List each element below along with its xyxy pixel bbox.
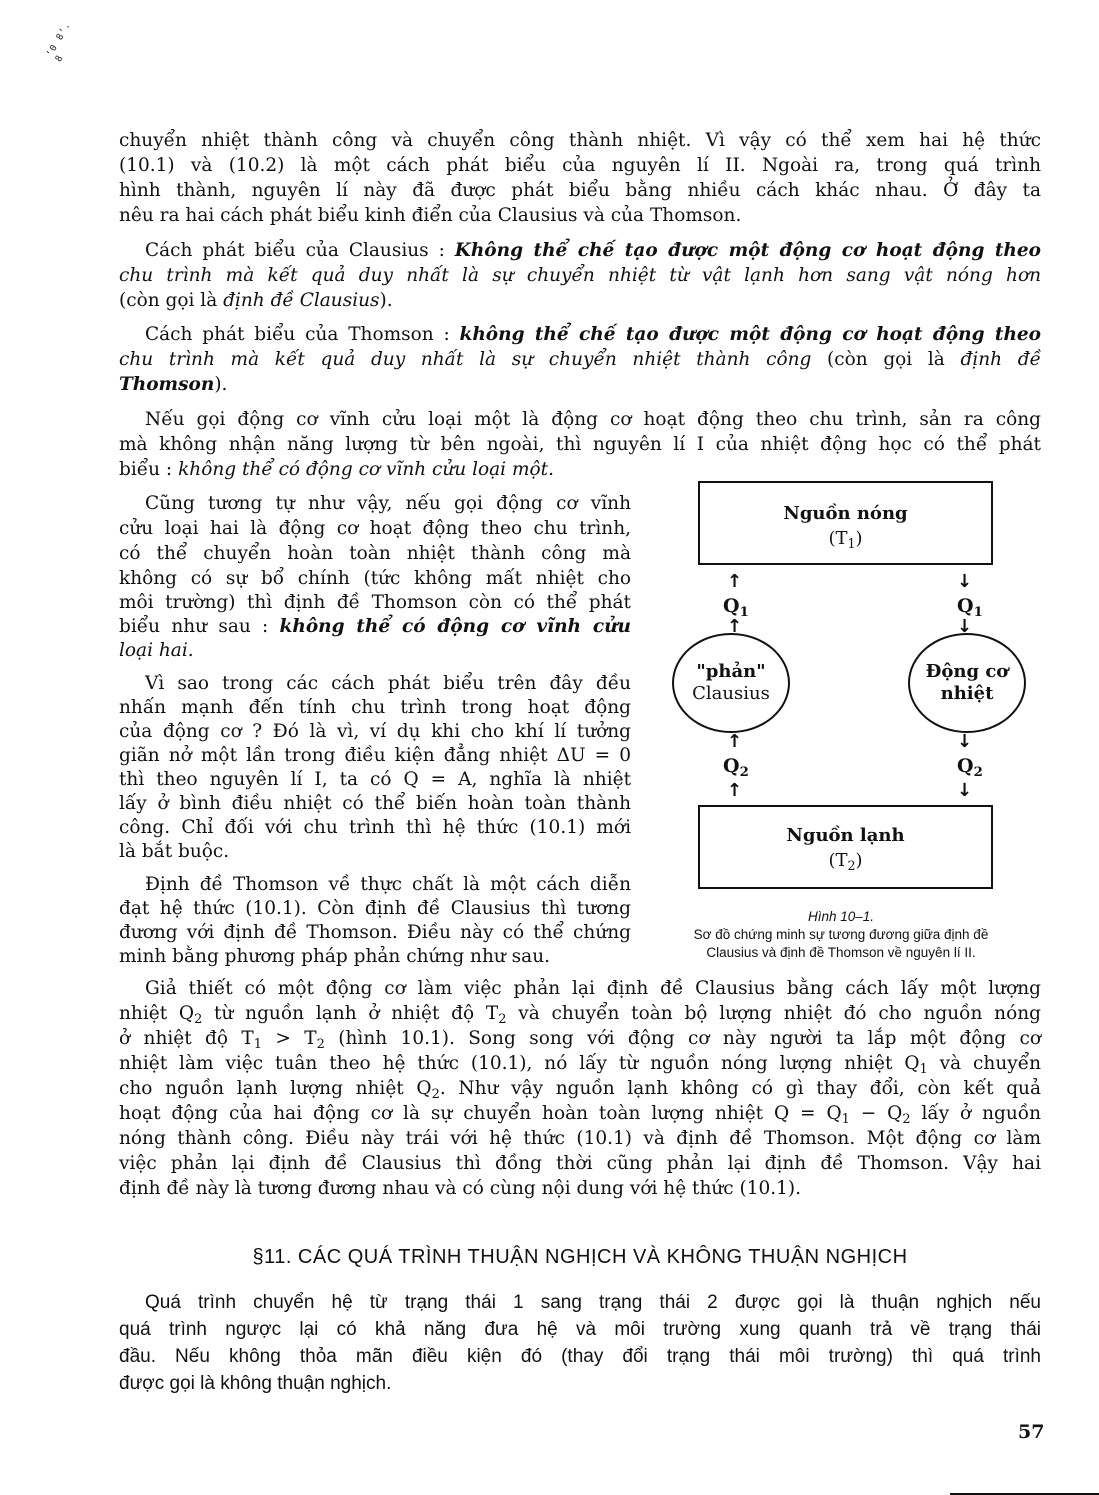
figure-caption-line-1: Sơ đồ chứng minh sự tương đương giữa định đề	[693, 927, 989, 942]
thomson-line-2	[119, 347, 1041, 372]
intro-line-1: chuyển nhiệt thành công và chuyển công thành nhiệt. Vì vậy có thể xem hai hệ thức	[119, 130, 1041, 151]
anti-clausius-label-1: "phản"	[696, 661, 766, 682]
text-fragment: 2	[431, 1087, 440, 1102]
text-fragment: 2	[316, 1037, 325, 1052]
cold-source-label: Nguồn lạnh	[786, 825, 905, 846]
cycle-line-1: Vì sao trong các cách phát biểu trên đây đều	[145, 673, 631, 694]
thomson-line-3	[119, 372, 1041, 397]
arrow-up-icon: ↑	[727, 616, 743, 637]
text-fragment: nhiệt làm việc tuân theo hệ thức (10.1), nó lấy từ nguồn nóng lượng nhiệt Q	[119, 1053, 920, 1074]
text-fragment: nhiệt Q	[119, 1003, 195, 1024]
text-fragment: biểu :	[119, 459, 179, 480]
q2-left-label	[723, 755, 749, 780]
equivalence-line-3: đương với định đề Thomson. Điều này có thể chứng	[119, 922, 631, 943]
text-fragment: (còn gọi là	[119, 290, 224, 311]
arrow-down-icon: ↓	[957, 571, 973, 592]
heat-engine-label-1: Động cơ	[925, 661, 1009, 682]
figure-caption-title: Hình 10–1.	[807, 909, 875, 924]
arrow-up-icon: ↑	[727, 571, 743, 592]
arrow-up-icon: ↑	[727, 780, 743, 801]
scan-mark: ʼ0 8ʼ. 8	[45, 20, 74, 64]
figure-caption-line-2: Clausius và định đề Thomson về nguyên lí II.	[706, 945, 976, 960]
proof-line-8: việc phản lại định đề Clausius thì đồng thời cũng phản lại định đề Thomson. Vậy hai	[119, 1153, 1041, 1174]
text-fragment: 2	[194, 1012, 203, 1027]
perpetual-two-line-6	[119, 614, 631, 639]
text-fragment: từ nguồn lạnh ở nhiệt độ T	[202, 1003, 499, 1024]
text-fragment: 2	[973, 765, 983, 780]
proof-line-9: định đề này là tương đương nhau và có cùng nội dung với hệ thức (10.1).	[119, 1178, 802, 1199]
arrow-down-icon: ↓	[957, 731, 973, 752]
cycle-line-3: của động cơ ? Đó là vì, ví dụ khi cho khí lí tưởng	[119, 721, 631, 742]
text-fragment: và chuyển toàn bộ lượng nhiệt đó cho nguồn nóng	[506, 1003, 1041, 1024]
text-fragment: − Q	[849, 1103, 903, 1124]
thomson-postulate-term: Thomson	[119, 374, 215, 395]
text-fragment: biểu như sau :	[119, 616, 280, 637]
clausius-statement: Không thể chế tạo được một động cơ hoạt động theo	[454, 240, 1041, 261]
equivalence-line-2: đạt hệ thức (10.1). Còn định đề Clausius thì tương	[119, 898, 631, 919]
text-fragment: . Như vậy nguồn lạnh không có gì thay đổi, còn kết quả	[439, 1078, 1041, 1099]
text-fragment: 2	[847, 858, 856, 873]
text-fragment: không thể có động cơ vĩnh cửu loại một.	[178, 459, 554, 480]
text-fragment: 1	[973, 605, 983, 620]
arrow-down-icon: ↓	[957, 616, 973, 637]
text-fragment: và chuyển	[927, 1053, 1041, 1074]
text-fragment: 1	[919, 1062, 928, 1077]
section-line-2: quá trình ngược lại có khả năng đưa hệ và môi trường xung quanh trả về trạng thái	[119, 1319, 1041, 1340]
text-fragment: không thể có động cơ vĩnh cửu	[279, 616, 631, 637]
clausius-lead: Cách phát biểu của Clausius :	[145, 240, 455, 261]
figure-10-1	[660, 478, 1040, 908]
clausius-line-1	[119, 238, 1041, 263]
arrow-down-icon: ↓	[957, 780, 973, 801]
proof-line-1: Giả thiết có một động cơ làm việc phản lại định đề Clausius bằng cách lấy một lượng	[145, 978, 1041, 999]
text-fragment: Q	[957, 595, 974, 617]
perpetual-two-line-1: Cũng tương tự như vậy, nếu gọi động cơ vĩnh	[145, 493, 631, 514]
thomson-statement: không thể chế tạo được một động cơ hoạt động theo	[459, 324, 1041, 345]
cycle-line-2: nhấn mạnh đến tính chu trình trong hoạt động	[119, 697, 631, 718]
section-heading: §11. CÁC QUÁ TRÌNH THUẬN NGHỊCH VÀ KHÔNG THUẬN NGHỊCH	[252, 1246, 908, 1268]
cycle-line-4: giãn nở một lần trong điều kiện đẳng nhiệt ΔU = 0	[119, 745, 631, 766]
arrow-up-icon: ↑	[727, 731, 743, 752]
text-fragment: ở nhiệt độ T	[119, 1028, 254, 1049]
heat-engine-label-2: nhiệt	[940, 683, 994, 704]
cold-source-temperature	[700, 850, 991, 873]
text-fragment: 1	[253, 1037, 263, 1052]
text-fragment: 1	[739, 605, 749, 620]
text-fragment: Q	[723, 755, 740, 777]
perpetual-two-line-2: cửu loại hai là động cơ hoạt động theo chu trình,	[119, 518, 631, 539]
cycle-line-7: công. Chỉ đối với chu trình thì hệ thức (10.1) mới	[119, 817, 631, 838]
text-fragment: 2	[902, 1112, 911, 1127]
perpetual-two-line-5: môi trường) thì định đề Thomson còn có thể phát	[119, 592, 631, 613]
cycle-line-6: lấy ở bình điều nhiệt có thể biến hoàn toàn thành	[119, 793, 631, 814]
text-fragment: cho nguồn lạnh lượng nhiệt Q	[119, 1078, 432, 1099]
hot-source-box	[698, 481, 993, 565]
section-line-3: đầu. Nếu không thỏa mãn điều kiện đó (thay đổi trạng thái môi trường) thì quá trình	[119, 1346, 1041, 1367]
anti-clausius-engine	[672, 633, 790, 733]
text-fragment: 1	[847, 536, 856, 551]
perpetual-two-line-7: loại hai.	[119, 640, 194, 661]
section-line-1: Quá trình chuyển hệ từ trạng thái 1 sang trạng thái 2 được gọi là thuận nghịch nếu	[145, 1292, 1041, 1313]
page-number: 57	[1018, 1421, 1045, 1443]
proof-line-7: nóng thành công. Điều này trái với hệ thức (10.1) và định đề Thomson. Một động cơ làm	[119, 1128, 1041, 1149]
text-fragment: Q	[957, 755, 974, 777]
text-fragment: (hình 10.1). Song song với động cơ này người ta lắp một động cơ	[324, 1028, 1041, 1049]
perpetual-one-line-2: mà không nhận năng lượng từ bên ngoài, thì nguyên lí I của nhiệt động học có thể phát	[119, 434, 1041, 455]
intro-line-4: nêu ra hai cách phát biểu kinh điển của Clausius và của Thomson.	[119, 205, 742, 226]
text-fragment: 1	[841, 1112, 850, 1127]
text-fragment: hoạt động của hai động cơ là sự chuyển hoàn toàn lượng nhiệt Q = Q	[119, 1103, 842, 1124]
clausius-line-2: chu trình mà kết quả duy nhất là sự chuyển nhiệt từ vật lạnh hơn sang vật nóng hơn	[119, 265, 1041, 286]
text-fragment: chu trình mà kết quả duy nhất là sự chuyển nhiệt thành công	[119, 349, 812, 370]
section-line-4: được gọi là không thuận nghịch.	[119, 1373, 392, 1394]
perpetual-two-line-3: có thể chuyển hoàn toàn nhiệt thành công mà	[119, 543, 631, 564]
intro-line-2: (10.1) và (10.2) là một cách phát biểu của nguyên lí II. Ngoài ra, trong quá trình	[119, 155, 1041, 176]
text-fragment: )	[855, 528, 863, 549]
figure-caption	[636, 908, 1046, 962]
text-fragment: định đề	[960, 349, 1041, 370]
intro-line-3: hình thành, nguyên lí này đã được phát biểu bằng nhiều cách khác nhau. Ở đây ta	[119, 180, 1041, 201]
clausius-line-3	[119, 288, 1041, 313]
thomson-line-1	[119, 322, 1041, 347]
text-fragment: )	[855, 850, 863, 871]
cycle-line-8: là bắt buộc.	[119, 841, 230, 862]
text-fragment: ).	[379, 290, 393, 311]
hot-source-label: Nguồn nóng	[783, 503, 908, 524]
cycle-line-5: thì theo nguyên lí I, ta có Q = A, nghĩa là nhiệt	[119, 769, 631, 790]
hot-source-temperature	[700, 528, 991, 551]
text-fragment: ).	[214, 374, 228, 395]
text-fragment: lấy ở nguồn	[910, 1103, 1042, 1124]
heat-engine	[908, 633, 1026, 733]
q2-right-label	[957, 755, 983, 780]
thomson-lead: Cách phát biểu của Thomson :	[145, 324, 460, 345]
perpetual-two-line-4: không có sự bổ chính (tức không mất nhiệt cho	[119, 568, 631, 589]
text-fragment: (T	[828, 850, 848, 871]
equivalence-line-1: Định đề Thomson về thực chất là một cách diễn	[145, 874, 631, 895]
text-fragment: > T	[262, 1028, 317, 1049]
text-fragment: (T	[828, 528, 848, 549]
text-fragment: (còn gọi là	[811, 349, 961, 370]
text-fragment: Q	[723, 595, 740, 617]
text-fragment: 2	[739, 765, 749, 780]
perpetual-one-line-1: Nếu gọi động cơ vĩnh cửu loại một là động cơ hoạt động theo chu trình, sản ra công	[145, 409, 1041, 430]
anti-clausius-label-2: Clausius	[692, 683, 770, 704]
cold-source-box	[698, 805, 993, 889]
clausius-postulate-term: định đề Clausius	[223, 290, 380, 311]
text-fragment: 2	[498, 1012, 507, 1027]
equivalence-line-4: minh bằng phương pháp phản chứng như sau.	[119, 946, 550, 967]
